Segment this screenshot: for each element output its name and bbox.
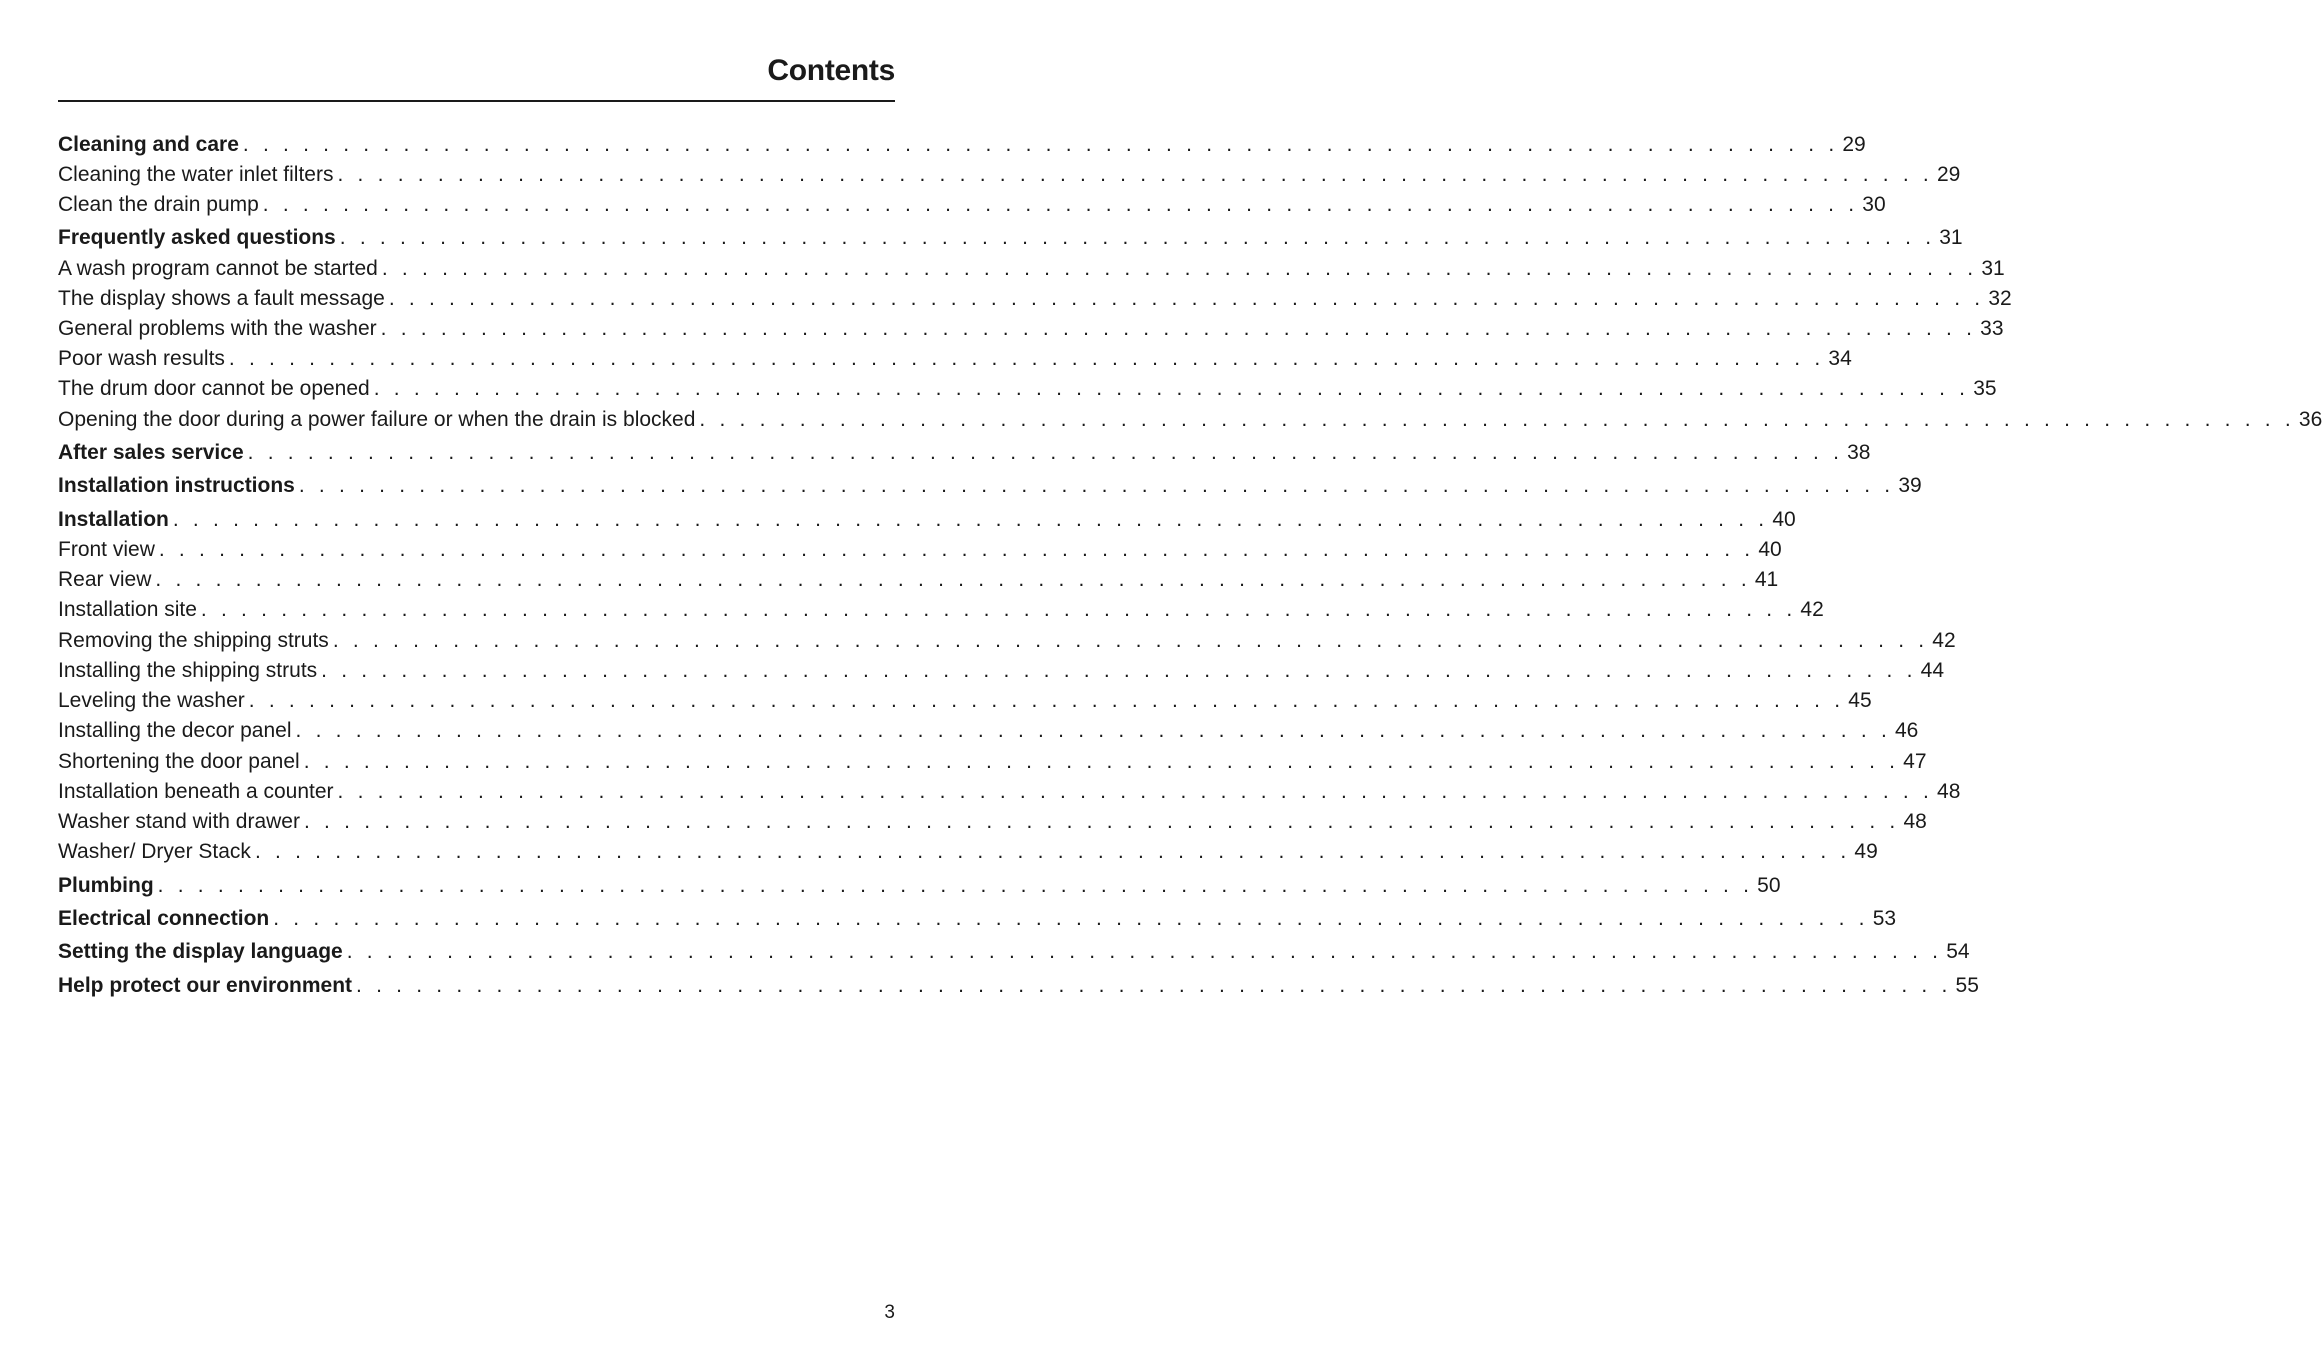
toc-entry[interactable] [58,505,1796,535]
toc-entry-page: 50 [1757,874,1781,897]
toc-entry-title: Leveling the washer [58,689,245,712]
dot-leader: . . . . . . . . . . . . . . . . . . . . . . . . . . . . . . . . . . . . . . . . . . . . . . . . . . . . . . . . . . . . . . . . . . . . . . . . . . . . . . . . [248,689,1845,712]
toc-entry-title: Cleaning and care [58,133,239,156]
dot-leader: . . . . . . . . . . . . . . . . . . . . . . . . . . . . . . . . . . . . . . . . . . . . . . . . . . . . . . . . . . . . . . . . . . . . . . . . . . . . . . . . [200,598,1797,621]
toc-entry[interactable] [58,747,1927,777]
toc-entry-page: 30 [1862,193,1886,216]
toc-entry-page: 48 [1903,810,1927,833]
toc-entry-page: 49 [1854,840,1878,863]
dot-leader: . . . . . . . . . . . . . . . . . . . . . . . . . . . . . . . . . . . . . . . . . . . . . . . . . . . . . . . . . . . . . . . . . . . . . . . . . . . . . . . . [373,377,1970,400]
dot-leader: . . . . . . . . . . . . . . . . . . . . . . . . . . . . . . . . . . . . . . . . . . . . . . . . . . . . . . . . . . . . . . . . . . . . . . . . . . . . . . . . [337,163,1933,186]
toc-entry-page: 40 [1758,538,1782,561]
toc-entry-title: A wash program cannot be started [58,257,378,280]
toc-entry[interactable] [58,405,2322,435]
dot-leader: . . . . . . . . . . . . . . . . . . . . . . . . . . . . . . . . . . . . . . . . . . . . . . . . . . . . . . . . . . . . . . . . . . . . . . . . . . . . . . . . [337,780,1934,803]
toc-entry-title: Opening the door during a power failure or when the drain is blocked [58,408,696,431]
dot-leader: . . . . . . . . . . . . . . . . . . . . . . . . . . . . . . . . . . . . . . . . . . . . . . . . . . . . . . . . . . . . . . . . . . . . . . . . . . . . . . . . [380,317,1977,340]
toc-entry-title: Installation instructions [58,474,295,497]
toc-entry-page: 36 [2298,408,2322,431]
dot-leader: . . . . . . . . . . . . . . . . . . . . . . . . . . . . . . . . . . . . . . . . . . . . . . . . . . . . . . . . . . . . . . . . . . . . . . . . . . . . . . . . [339,226,1936,249]
toc-entry-page: 46 [1894,719,1919,742]
dot-leader: . . . . . . . . . . . . . . . . . . . . . . . . . . . . . . . . . . . . . . . . . . . . . . . . . . . . . . . . . . . . . . . . . . . . . . . . . . . . . . . . [388,287,1985,310]
toc-entry-page: 44 [1920,659,1944,682]
toc-entry-page: 31 [1981,257,2005,280]
toc-entry-title: Setting the display language [58,940,343,963]
toc-entry-title: Rear view [58,568,152,591]
toc-entry-title: Plumbing [58,874,154,897]
toc-entry[interactable] [58,565,1779,595]
toc-entry[interactable] [58,904,1897,934]
page-header [58,52,895,102]
toc-entry-title: Shortening the door panel [58,750,300,773]
dot-leader: . . . . . . . . . . . . . . . . . . . . . . . . . . . . . . . . . . . . . . . . . . . . . . . . . . . . . . . . . . . . . . . . . . . . . . . . . . . . . . . . [155,568,1751,591]
dot-leader: . . . . . . . . . . . . . . . . . . . . . . . . . . . . . . . . . . . . . . . . . . . . . . . . . . . . . . . . . . . . . . . . . . . . . . . . . . . . . . . . [346,940,1943,963]
toc-entry-page: 45 [1848,689,1872,712]
toc-entry-page: 54 [1946,940,1970,963]
toc-entry-page: 38 [1847,441,1871,464]
toc-entry-title: After sales service [58,441,244,464]
dot-leader: . . . . . . . . . . . . . . . . . . . . . . . . . . . . . . . . . . . . . . . . . . . . . . . . . . . . . . . . . . . . . . . . . . . . . . . . . . . . . . . . [254,840,1851,863]
dot-leader: . . . . . . . . . . . . . . . . . . . . . . . . . . . . . . . . . . . . . . . . . . . . . . . . . . . . . . . . . . . . . . . . . . . . . . . . . . . . . . . . [262,193,1859,216]
dot-leader: . . . . . . . . . . . . . . . . . . . . . . . . . . . . . . . . . . . . . . . . . . . . . . . . . . . . . . . . . . . . . . . . . . . . . . . . . . . . . . . . [228,347,1825,370]
toc-entry-title: Washer/ Dryer Stack [58,840,251,863]
toc-entry-page: 29 [1842,133,1866,156]
toc-entry[interactable] [58,314,2004,344]
toc-entry-title: Help protect our environment [58,974,353,997]
toc-entry-title: Cleaning the water inlet filters [58,163,334,186]
toc-entry-page: 42 [1932,629,1956,652]
toc-entry-title: Installing the decor panel [58,719,292,742]
toc-entry-page: 42 [1800,598,1824,621]
dot-leader: . . . . . . . . . . . . . . . . . . . . . . . . . . . . . . . . . . . . . . . . . . . . . . . . . . . . . . . . . . . . . . . . . . . . . . . . . . . . . . . . [157,874,1754,897]
dot-leader: . . . . . . . . . . . . . . . . . . . . . . . . . . . . . . . . . . . . . . . . . . . . . . . . . . . . . . . . . . . . . . . . . . . . . . . . . . . . . . . . [381,257,1978,280]
page-number: 3 [884,1302,895,1323]
toc-entry-title: Installation [58,508,169,531]
dot-leader: . . . . . . . . . . . . . . . . . . . . . . . . . . . . . . . . . . . . . . . . . . . . . . . . . . . . . . . . . . . . . . . . . . . . . . . . . . . . . . . . [242,133,1839,156]
dot-leader: . . . . . . . . . . . . . . . . . . . . . . . . . . . . . . . . . . . . . . . . . . . . . . . . . . . . . . . . . . . . . . . . . . . . . . . . . . . . . . . . [298,474,1895,497]
dot-leader: . . . . . . . . . . . . . . . . . . . . . . . . . . . . . . . . . . . . . . . . . . . . . . . . . . . . . . . . . . . . . . . . . . . . . . . . . . . . . . . . [273,907,1869,930]
toc-entry-title: Removing the shipping struts [58,629,329,652]
toc-entry[interactable] [58,937,1970,967]
toc-entry-page: 48 [1937,780,1961,803]
toc-entry[interactable] [58,686,1872,716]
dot-leader: . . . . . . . . . . . . . . . . . . . . . . . . . . . . . . . . . . . . . . . . . . . . . . . . . . . . . . . . . . . . . . . . . . . . . . . . . . . . . . . . [247,441,1844,464]
toc-entry-page: 29 [1936,163,1961,186]
toc-entry[interactable] [58,223,1963,253]
toc-entry[interactable] [58,626,1956,656]
dot-leader: . . . . . . . . . . . . . . . . . . . . . . . . . . . . . . . . . . . . . . . . . . . . . . . . . . . . . . . . . . . . . . . . . . . . . . . . . . . . . . . . [303,750,1900,773]
toc-entry-title: Washer stand with drawer [58,810,300,833]
toc-entry-page: 32 [1988,287,2012,310]
toc-entry-title: Clean the drain pump [58,193,259,216]
toc-entry[interactable] [58,374,1997,404]
toc-entry-page: 39 [1898,474,1922,497]
toc-entry-title: Installing the shipping struts [58,659,318,682]
toc-entry-title: General problems with the washer [58,317,377,340]
toc-entry-title: Frequently asked questions [58,226,336,249]
dot-leader: . . . . . . . . . . . . . . . . . . . . . . . . . . . . . . . . . . . . . . . . . . . . . . . . . . . . . . . . . . . . . . . . . . . . . . . . . . . . . . . . [321,659,1917,682]
toc-entry[interactable] [58,971,1979,1001]
dot-leader: . . . . . . . . . . . . . . . . . . . . . . . . . . . . . . . . . . . . . . . . . . . . . . . . . . . . . . . . . . . . . . . . . . . . . . . . . . . . . . . . [699,408,2295,431]
toc-entry-title: Installation site [58,598,197,621]
toc-entry-page: 40 [1772,508,1796,531]
toc-entry[interactable] [58,777,1961,807]
dot-leader: . . . . . . . . . . . . . . . . . . . . . . . . . . . . . . . . . . . . . . . . . . . . . . . . . . . . . . . . . . . . . . . . . . . . . . . . . . . . . . . . [303,810,1900,833]
toc-entry[interactable] [58,716,1919,746]
toc-entry[interactable] [58,535,1782,565]
toc-entry-page: 33 [1980,317,2004,340]
toc-entry-title: The drum door cannot be opened [58,377,370,400]
dot-leader: . . . . . . . . . . . . . . . . . . . . . . . . . . . . . . . . . . . . . . . . . . . . . . . . . . . . . . . . . . . . . . . . . . . . . . . . . . . . . . . . [295,719,1891,742]
toc-entry[interactable] [58,190,1886,220]
toc-entry[interactable] [58,160,1961,190]
toc-entry[interactable] [58,871,1781,901]
dot-leader: . . . . . . . . . . . . . . . . . . . . . . . . . . . . . . . . . . . . . . . . . . . . . . . . . . . . . . . . . . . . . . . . . . . . . . . . . . . . . . . . [332,629,1929,652]
toc-entry-title: Poor wash results [58,347,225,370]
toc-entry-page: 31 [1939,226,1963,249]
page-title: Contents [767,54,895,87]
toc-entry[interactable] [58,130,1866,160]
toc-entry-page: 55 [1955,974,1979,997]
toc-entry[interactable] [58,471,1922,501]
dot-leader: . . . . . . . . . . . . . . . . . . . . . . . . . . . . . . . . . . . . . . . . . . . . . . . . . . . . . . . . . . . . . . . . . . . . . . . . . . . . . . . . [356,974,1952,997]
toc-entry-title: Front view [58,538,155,561]
toc-entry-page: 47 [1903,750,1927,773]
toc-entry-title: Electrical connection [58,907,270,930]
toc-entry[interactable] [58,837,1878,867]
toc-entry[interactable] [58,284,2012,314]
dot-leader: . . . . . . . . . . . . . . . . . . . . . . . . . . . . . . . . . . . . . . . . . . . . . . . . . . . . . . . . . . . . . . . . . . . . . . . . . . . . . . . . [172,508,1769,531]
toc-entry-page: 53 [1872,907,1897,930]
toc-entry[interactable] [58,595,1824,625]
toc-entry[interactable] [58,438,1871,468]
dot-leader: . . . . . . . . . . . . . . . . . . . . . . . . . . . . . . . . . . . . . . . . . . . . . . . . . . . . . . . . . . . . . . . . . . . . . . . . . . . . . . . . [158,538,1755,561]
toc-entry-page: 35 [1973,377,1997,400]
toc-entry[interactable] [58,656,1944,686]
toc-entry-title: The display shows a fault message [58,287,385,310]
toc-entry-page: 41 [1754,568,1779,591]
toc-entry[interactable] [58,254,2005,284]
toc-entry[interactable] [58,807,1927,837]
toc-entry-title: Installation beneath a counter [58,780,334,803]
toc-entry-page: 34 [1828,347,1852,370]
toc-entry[interactable] [58,344,1852,374]
